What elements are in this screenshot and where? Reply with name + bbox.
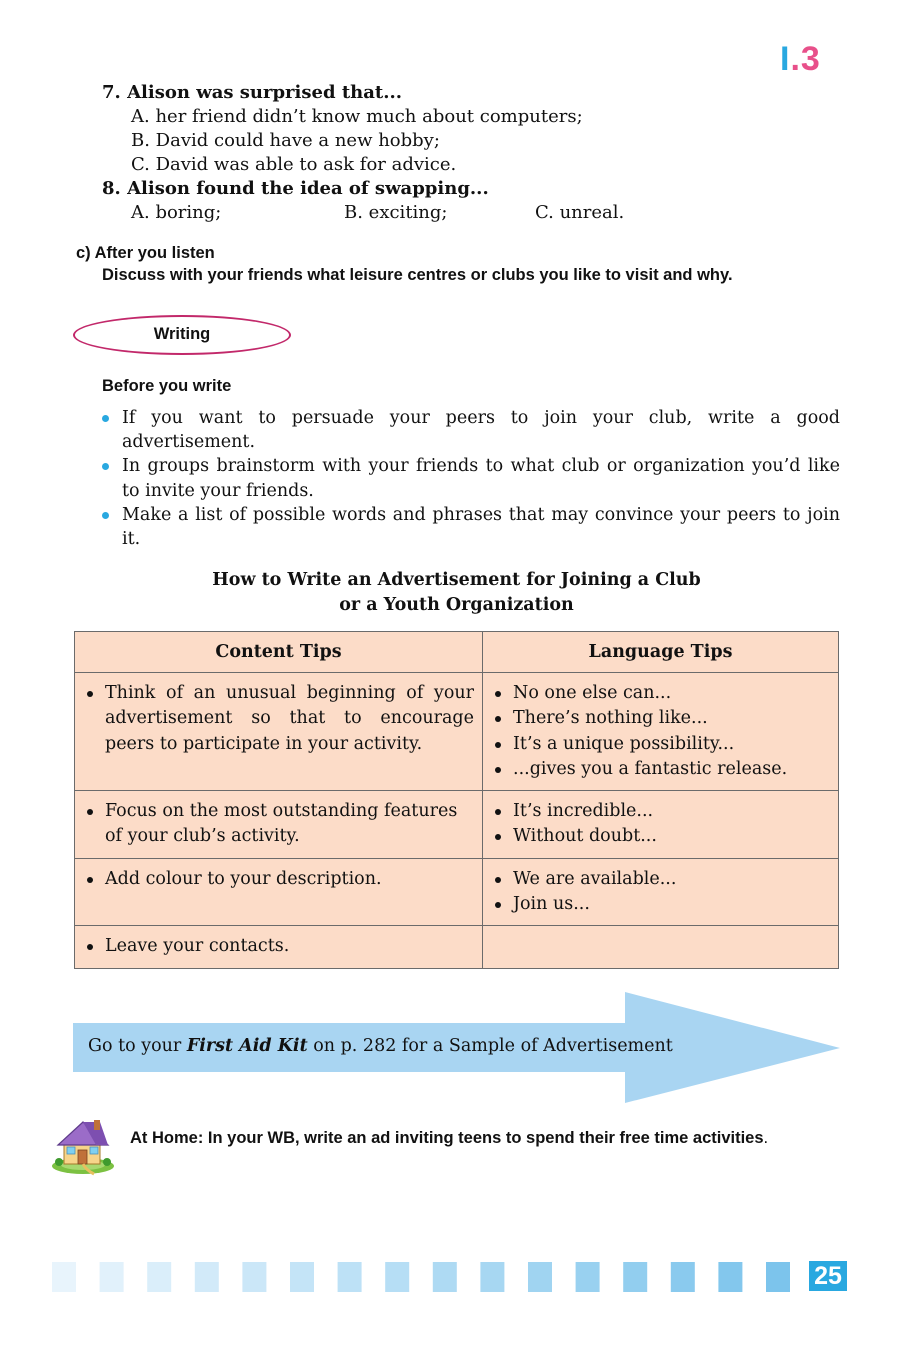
first-aid-kit-reference: Go to your First Aid Kit on p. 282 for a Sample of Advertisement [88, 1036, 673, 1056]
unit-badge [780, 40, 821, 79]
bullet-item: If you want to persuade your peers to join your club, write a good advertisement. [102, 406, 840, 454]
table-row [75, 673, 839, 791]
before-you-write-heading: Before you write [102, 377, 232, 395]
unit-separator: . [790, 40, 801, 78]
page-number: 25 [809, 1261, 847, 1291]
table-row [75, 926, 839, 968]
tip-item: Think of an unusual beginning of your advertisement so that to encourage peers to participate in your activity. [85, 681, 474, 757]
decorative-square [623, 1262, 647, 1292]
language-tip-cell [483, 673, 839, 791]
bullet-item: In groups brainstorm with your friends to what club or organization you’d like to invite your friends. [102, 454, 840, 502]
language-tip-cell-empty [483, 926, 839, 968]
bullet-dot-icon [102, 512, 109, 519]
decorative-square [528, 1262, 552, 1292]
content-tip-cell [75, 858, 483, 926]
decorative-square [195, 1262, 219, 1292]
language-tip-cell [483, 858, 839, 926]
bullet-item: Make a list of possible words and phrases that may convince your peers to join it. [102, 503, 840, 551]
tip-item: Leave your contacts. [85, 934, 474, 959]
decorative-square [385, 1262, 409, 1292]
decorative-square [576, 1262, 600, 1292]
bullet-dot-icon [102, 415, 109, 422]
unit-number: I [780, 40, 791, 78]
question-prompt: Alison found the idea of swapping... [127, 178, 489, 199]
question-7-option-a: A. her friend didn’t know much about computers; [131, 106, 583, 127]
content-tip-cell [75, 926, 483, 968]
table-title-line-2: or a Youth Organization [339, 594, 574, 615]
before-write-bullets [102, 406, 840, 551]
question-8-option-a: A. boring; [131, 202, 222, 223]
tip-item: No one else can... [493, 681, 830, 706]
question-number: 7. [102, 82, 121, 103]
decorative-square [100, 1262, 124, 1292]
question-8-option-b: B. exciting; [344, 202, 448, 223]
content-tip-cell [75, 673, 483, 791]
content-tip-cell [75, 791, 483, 859]
writing-section-label: Writing [153, 325, 211, 343]
house-icon [50, 1118, 116, 1176]
question-prompt: Alison was surprised that... [127, 82, 402, 103]
bullet-dot-icon [102, 463, 109, 470]
header-content-tips: Content Tips [75, 632, 483, 673]
decorative-square [52, 1262, 76, 1292]
tip-item: Focus on the most outstanding features of your club’s activity. [85, 799, 474, 850]
question-7-option-b: B. David could have a new hobby; [131, 130, 440, 151]
decorative-square [242, 1262, 266, 1292]
tip-item: Add colour to your description. [85, 867, 474, 892]
tip-item: Without doubt... [493, 824, 830, 849]
question-7-title [102, 81, 402, 105]
decorative-square [290, 1262, 314, 1292]
tip-item: We are available... [493, 867, 830, 892]
question-number: 8. [102, 178, 121, 199]
decorative-square [433, 1262, 457, 1292]
tip-item: ...gives you a fantastic release. [493, 757, 830, 782]
language-tip-cell [483, 791, 839, 859]
question-7-option-c: C. David was able to ask for advice. [131, 154, 457, 175]
tip-item: It’s incredible... [493, 799, 830, 824]
decorative-square [671, 1262, 695, 1292]
decorative-square [338, 1262, 362, 1292]
decorative-squares-strip [52, 1262, 797, 1292]
tip-item: Join us... [493, 892, 830, 917]
decorative-square [718, 1262, 742, 1292]
after-listen-instruction: Discuss with your friends what leisure centres or clubs you like to visit and why. [102, 266, 733, 284]
unit-lesson: 3 [800, 40, 821, 78]
table-row [75, 858, 839, 926]
tip-item: There’s nothing like... [493, 706, 830, 731]
decorative-square [480, 1262, 504, 1292]
decorative-square [147, 1262, 171, 1292]
tip-item: It’s a unique possibility... [493, 732, 830, 757]
table-title-line-1: How to Write an Advertisement for Joining a Club [212, 570, 701, 590]
at-home-task: At Home: In your WB, write an ad inviting teens to spend their free time activities. [130, 1129, 769, 1147]
table-row [75, 791, 839, 859]
first-aid-kit-name: First Aid Kit [186, 1036, 308, 1056]
table-header-row [75, 632, 839, 673]
tips-table [74, 631, 839, 969]
decorative-square [766, 1262, 790, 1292]
question-8-title [102, 177, 489, 201]
header-language-tips: Language Tips [483, 632, 839, 673]
question-8-option-c: C. unreal. [535, 202, 625, 223]
after-listen-heading: c) After you listen [76, 244, 215, 262]
table-title [74, 568, 839, 617]
